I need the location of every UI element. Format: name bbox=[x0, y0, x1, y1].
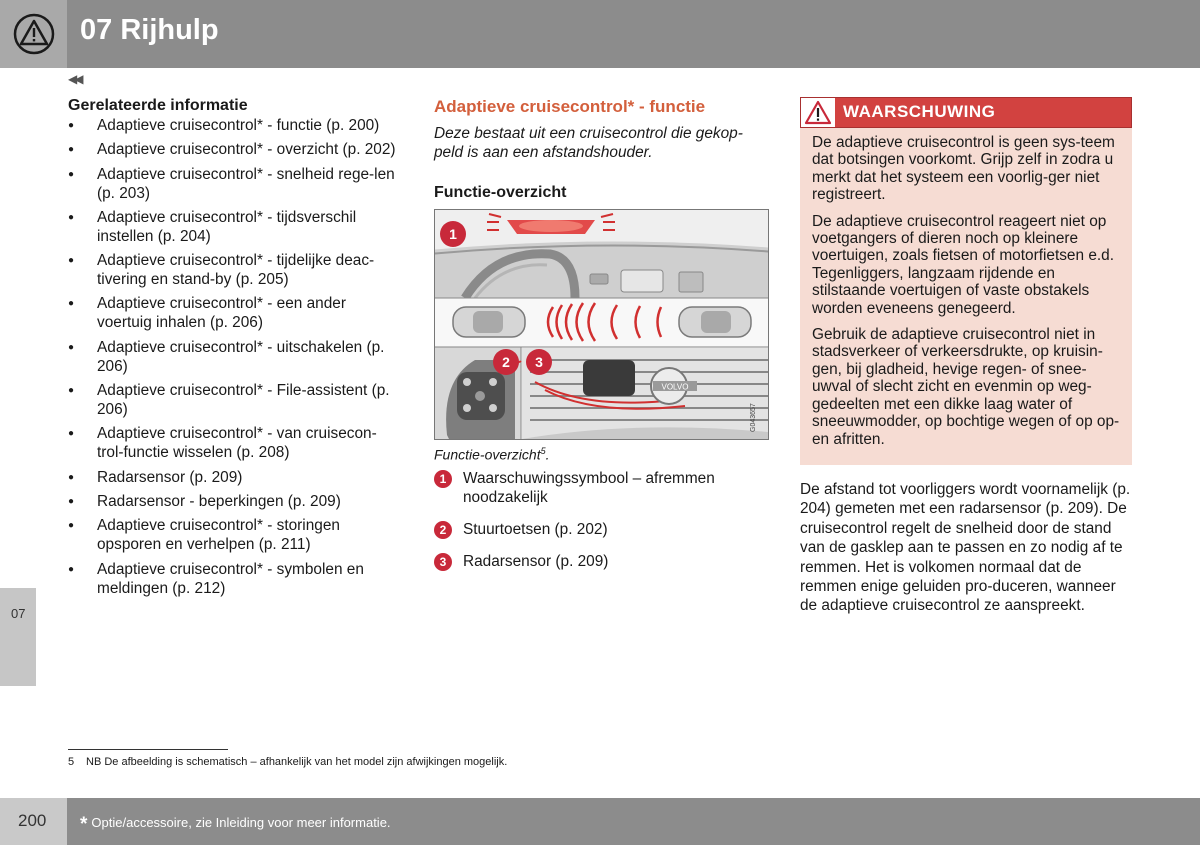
list-item[interactable]: ● Adaptieve cruisecontrol* - symbolen en meldingen (p. 212) bbox=[68, 560, 403, 598]
callout-text: Stuurtoetsen (p. 202) bbox=[463, 520, 608, 538]
footnote-divider bbox=[68, 749, 228, 750]
header-icon-box bbox=[0, 0, 67, 68]
page-header bbox=[0, 0, 1200, 68]
chapter-tab[interactable] bbox=[0, 588, 36, 686]
caption-end: . bbox=[545, 446, 550, 463]
caption-text: Functie-overzicht bbox=[434, 446, 541, 463]
list-item[interactable]: ● Adaptieve cruisecontrol* - overzicht (p. 202) bbox=[68, 140, 403, 159]
callout-item[interactable] bbox=[434, 520, 769, 539]
figure-badge-3: 3 bbox=[535, 354, 543, 370]
footnote-ref[interactable]: 5 bbox=[540, 446, 546, 456]
related-info-column bbox=[68, 97, 403, 603]
previous-page-icon[interactable]: ◀◀ bbox=[68, 72, 81, 86]
section-title: Adaptieve cruisecontrol* - functie bbox=[434, 97, 706, 116]
function-column bbox=[434, 97, 769, 584]
list-item[interactable]: ● Adaptieve cruisecontrol* - snelheid rege-len (p. 203) bbox=[68, 165, 403, 203]
warning-paragraph: De adaptieve cruisecontrol reageert niet op voetgangers of dieren noch op kleinere voertuigen, zoals fietsen of motorfietsen e.d. Tegenliggers, langzaam rijdende en stilstaande voertuigen of vaste obstakels worden eveneens genegeerd. bbox=[812, 212, 1114, 317]
section-intro: Deze bestaat uit een cruisecontrol die gekop-peld is aan een afstandshouder. bbox=[434, 125, 743, 161]
callout-number-1: 1 bbox=[434, 470, 452, 488]
warning-title: WAARSCHUWING bbox=[843, 102, 996, 121]
related-info-list bbox=[68, 116, 403, 598]
figure-badge-1: 1 bbox=[449, 226, 457, 242]
footnote-number: 5 bbox=[68, 756, 75, 768]
brand-label: VOLVO bbox=[661, 382, 689, 392]
figure-caption bbox=[434, 446, 769, 463]
warning-icon-box bbox=[801, 98, 835, 127]
asterisk-icon: * bbox=[80, 814, 88, 835]
list-item[interactable]: ● Adaptieve cruisecontrol* - storingen opsporen en verhelpen (p. 211) bbox=[68, 516, 403, 554]
list-item[interactable]: ● Adaptieve cruisecontrol* - File-assistent (p. 206) bbox=[68, 381, 403, 419]
page-number: 200 bbox=[18, 811, 47, 830]
footnote bbox=[68, 756, 507, 768]
warning-column bbox=[800, 97, 1132, 616]
warning-body bbox=[800, 128, 1132, 465]
warning-triangle-icon bbox=[12, 12, 56, 56]
function-overview-heading: Functie-overzicht bbox=[434, 184, 567, 201]
callout-text: Waarschuwingssymbool – afremmen noodzakelijk bbox=[463, 469, 715, 506]
callout-number-2: 2 bbox=[434, 521, 452, 539]
list-item[interactable]: ● Radarsensor (p. 209) bbox=[68, 468, 403, 487]
warning-box bbox=[800, 97, 1132, 465]
footer-note-text: Optie/accessoire, zie Inleiding voor meer informatie. bbox=[91, 815, 391, 830]
callout-list bbox=[434, 469, 769, 571]
warning-icon bbox=[801, 98, 835, 127]
footer-note bbox=[80, 814, 391, 836]
function-overview-illustration bbox=[434, 209, 769, 440]
body-paragraph: De afstand tot voorliggers wordt voornamelijk (p. 204) gemeten met een radarsensor (p. 209). De cruisecontrol regelt de snelheid door de stand van de gasklep aan te passen en zo nodig af te remmen. Het is volkomen normaal dat de remmen enige geluiden pro-duceren, wanneer de adaptieve cruisecontrol ze aanspreekt. bbox=[800, 480, 1131, 615]
warning-paragraph: Gebruik de adaptieve cruisecontrol niet in stadsverkeer of verkeersdrukte, op kruisin-gen, bij gladheid, hevige regen- of snee-uwval of slecht zicht en evenmin op weg-gedeelten met een dikke laag water of sneeuwmodder, op bochtige wegen of op op- en afritten. bbox=[812, 326, 1120, 448]
figure-badge-2: 2 bbox=[502, 354, 510, 370]
list-item[interactable]: ● Adaptieve cruisecontrol* - uitschakelen (p. 206) bbox=[68, 338, 403, 376]
list-item[interactable]: ● Adaptieve cruisecontrol* - functie (p. 200) bbox=[68, 116, 403, 135]
list-item[interactable]: ● Adaptieve cruisecontrol* - een ander voertuig inhalen (p. 206) bbox=[68, 294, 403, 332]
list-item[interactable]: ● Adaptieve cruisecontrol* - tijdelijke deac-tivering en stand-by (p. 205) bbox=[68, 251, 403, 289]
list-item[interactable]: ● Adaptieve cruisecontrol* - van cruisecon-trol-functie wisselen (p. 208) bbox=[68, 424, 403, 462]
page-footer bbox=[0, 798, 1200, 845]
callout-item bbox=[434, 469, 769, 507]
warning-paragraph: De adaptieve cruisecontrol is geen sys-teem dat botsingen voorkomt. Grijp zelf in zodra u merkt dat het systeem een voorlig-ger niet registreert. bbox=[812, 134, 1115, 204]
figure-code: G043657 bbox=[750, 403, 757, 432]
list-item[interactable]: ● Radarsensor - beperkingen (p. 209) bbox=[68, 492, 403, 511]
callout-item[interactable] bbox=[434, 552, 769, 571]
footnote-text: NB De afbeelding is schematisch – afhankelijk van het model zijn afwijkingen mogelijk. bbox=[86, 756, 508, 768]
chapter-tab-label: 07 bbox=[11, 606, 26, 621]
callout-number-3: 3 bbox=[434, 553, 452, 571]
list-item[interactable]: ● Adaptieve cruisecontrol* - tijdsverschil instellen (p. 204) bbox=[68, 208, 403, 246]
related-info-heading: Gerelateerde informatie bbox=[68, 97, 248, 114]
warning-header bbox=[800, 97, 1132, 128]
page-number-box bbox=[0, 798, 67, 845]
callout-text: Radarsensor (p. 209) bbox=[463, 552, 609, 570]
chapter-title: 07 Rijhulp bbox=[80, 14, 219, 46]
